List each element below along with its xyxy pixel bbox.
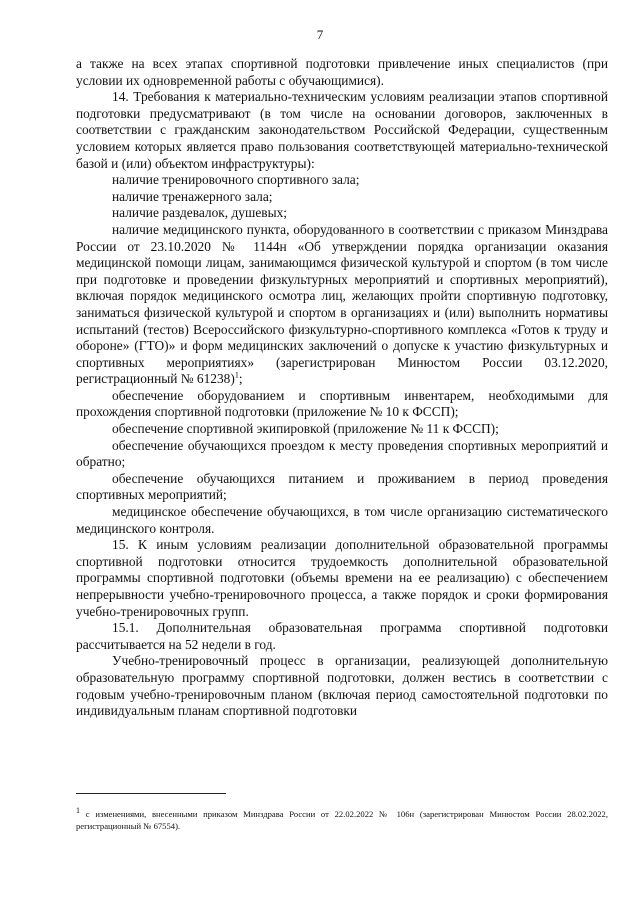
- paragraph: 15. К иным условиям реализации дополнительной образовательной программы спортивной подготовки относится трудоемкость дополнительной образовательной программы спортивной подготовки (объемы времени на ее реализацию) с обеспечением непрерывности учебно-тренировочного процесса, а также порядок и сроки формирования учебно-тренировочных групп.: [76, 537, 608, 619]
- list-item: наличие тренировочного спортивного зала;: [112, 172, 360, 188]
- footnote: [76, 808, 608, 832]
- paragraph-text: наличие медицинского пункта, оборудованного в соответствии с приказом Минздрава России от 23.10.2020 № 1144н «Об утверждении порядка организации оказания медицинской помощи лицам, занимающимся физической культурой и спортом (в том числе при подготовке и проведении физкультурных мероприятий и спортивных мероприятий), включая порядок медицинского осмотра лиц, желающих пройти спортивную подготовку, заниматься физической культурой и спортом в организациях и (или) выполнить нормативы испытаний (тестов) Всероссийского физкультурно-спортивного комплекса «Готов к труду и обороне» (ГТО)» и форм медицинских заключений о допуске к участию физкультурных и спортивных мероприятиях» (зарегистрирован Минюстом России 03.12.2020, регистрационный № 61238): [76, 221, 608, 387]
- paragraph: 14. Требования к материально-техническим условиям реализации этапов спортивной подготовки предусматривают (в том числе на основании договоров, заключенных в соответствии с гражданским законодательством Российской Федерации, существенным условием которых является право пользования соответствующей материально-технической базой и (или) объектом инфраструктуры):: [76, 89, 608, 171]
- footnote-text: с изменениями, внесенными приказом Минздрава России от 22.02.2022 № 106н (зарегистрирован Минюстом России 28.02.2022, регистрационный № 67554).: [76, 809, 608, 831]
- paragraph: Учебно-тренировочный процесс в организации, реализующей дополнительную образовательную программу спортивной подготовки, должен вестись в соответствии с годовым учебно-тренировочным планом (включая период самостоятельной подготовки по индивидуальным планам спортивной подготовки: [76, 653, 608, 719]
- list-item: обеспечение спортивной экипировкой (приложение № 11 к ФССП);: [112, 421, 499, 437]
- footnote-reference: 1: [234, 370, 239, 380]
- list-item: [76, 222, 608, 388]
- page-number: 7: [316, 27, 324, 42]
- list-item: обеспечение обучающихся проездом к месту проведения спортивных мероприятий и обратно;: [76, 437, 608, 470]
- paragraph: 15.1. Дополнительная образовательная программа спортивной подготовки рассчитывается на 52 недели в год.: [76, 620, 608, 652]
- list-item: наличие раздевалок, душевых;: [112, 205, 287, 221]
- footnote-divider: [76, 793, 226, 794]
- list-item: медицинское обеспечение обучающихся, в том числе организацию систематического медицинского контроля.: [76, 504, 608, 536]
- footnote-marker: 1: [76, 806, 80, 816]
- list-item: наличие тренажерного зала;: [112, 188, 273, 204]
- list-item: обеспечение обучающихся питанием и проживанием в период проведения спортивных мероприятий;: [76, 470, 608, 503]
- list-item: обеспечение оборудованием и спортивным инвентарем, необходимыми для прохождения спортивной подготовки (приложение № 10 к ФССП);: [76, 387, 608, 420]
- document-body: [76, 56, 608, 720]
- paragraph: а также на всех этапах спортивной подготовки привлечение иных специалистов (при условии их одновременной работы с обучающимися).: [76, 56, 608, 88]
- paragraph-tail: ;: [238, 371, 243, 387]
